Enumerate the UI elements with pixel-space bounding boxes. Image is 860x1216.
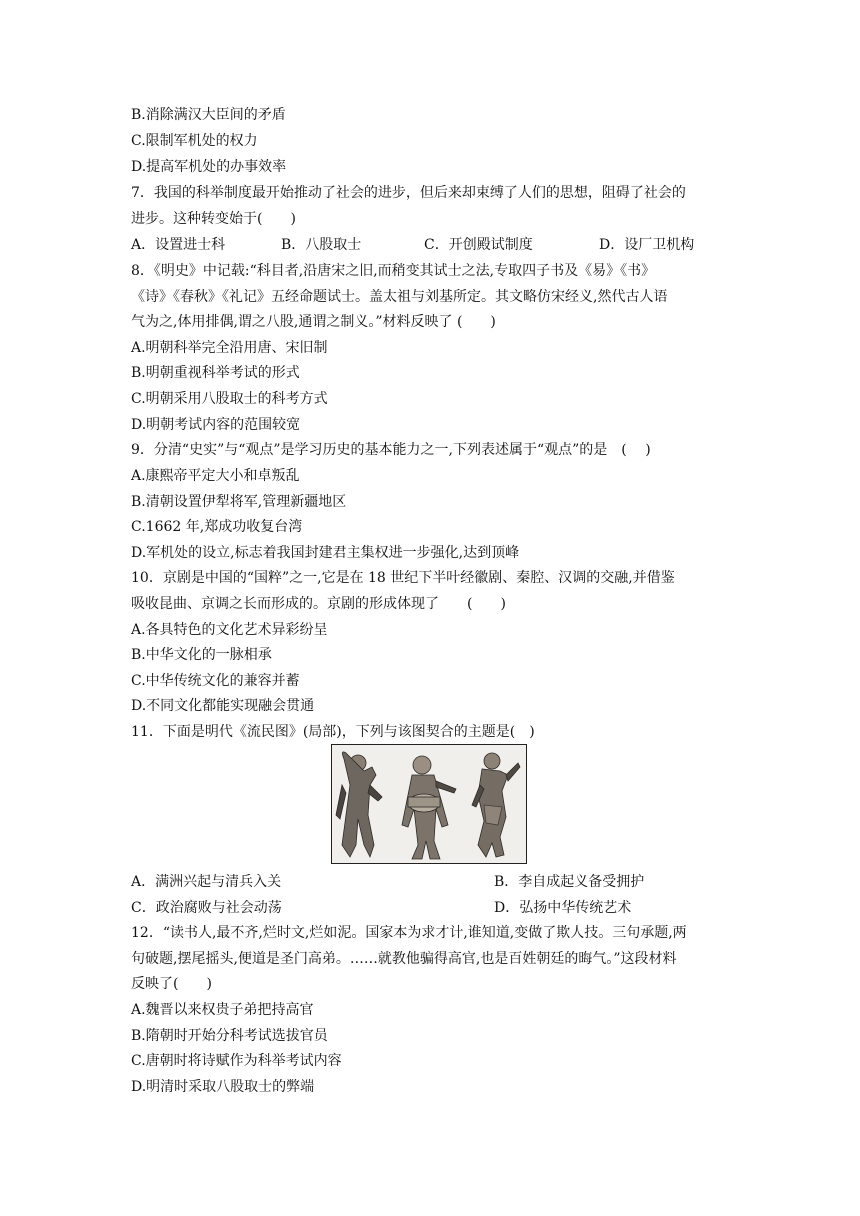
q11-stem-line1: 11．下面是明代《流民图》(局部)，下列与该图契合的主题是( ) (131, 724, 535, 740)
q7-option-d: D．设厂卫机构 (599, 237, 695, 253)
q9-option-d: D.军机处的设立,标志着我国封建君主集权进一步强化,达到顶峰 (131, 545, 520, 561)
q10-option-a: A.各具特色的文化艺术异彩纷呈 (131, 622, 328, 638)
q12-option-d: D.明清时采取八股取士的弊端 (131, 1079, 315, 1095)
q8-option-c: C.明朝采用八股取士的科考方式 (131, 391, 328, 407)
q6-option-b: B.消除满汉大臣间的矛盾 (131, 107, 286, 123)
q7-stem-line1: 7．我国的科举制度最开始推动了社会的进步，但后来却束缚了人们的思想，阻碍了社会的 (131, 185, 686, 201)
q10-stem-line2: 吸收昆曲、京调之长而形成的。京剧的形成体现了 ( ) (131, 596, 506, 612)
q7-option-c: C．开创殿试制度 (424, 237, 533, 253)
q9-option-b: B.清朝设置伊犁将军,管理新疆地区 (131, 494, 347, 510)
q7-stem-line2: 进步。这种转变始于( ) (131, 211, 296, 227)
q6-option-c: C.限制军机处的权力 (131, 133, 258, 149)
q10-stem-line1: 10．京剧是中国的“国粹”之一,它是在 18 世纪下半叶经徽剧、秦腔、汉调的交融,并借鉴 (131, 570, 675, 586)
q11-option-a: A．满洲兴起与清兵入关 (131, 874, 282, 890)
q9-option-c: C.1662 年,郑成功收复台湾 (131, 519, 303, 535)
q12-stem-line1: 12．“读书人,最不齐,烂时文,烂如泥。国家本为求才计,谁知道,变做了欺人技。三句承题,两 (131, 925, 687, 941)
q11-option-c: C．政治腐败与社会动荡 (131, 900, 282, 916)
q8-option-d: D.明朝考试内容的范围较宽 (131, 417, 301, 433)
q12-stem-line2: 句破题,摆尾摇头,便道是圣门高弟。……就教他骗得高官,也是百姓朝廷的晦气。”这段材料 (131, 951, 677, 967)
q12-option-b: B.隋朝时开始分科考试选拔官员 (131, 1028, 328, 1044)
q8-stem-line2: 《诗》《春秋》《礼记》五经命题试士。盖太祖与刘基所定。其文略仿宋经义,然代古人语 (131, 289, 668, 305)
q11-option-b: B．李自成起义备受拥护 (494, 874, 645, 890)
q12-stem-line3: 反映了( ) (131, 976, 212, 992)
q8-option-a: A.明朝科举完全沿用唐、宋旧制 (131, 340, 328, 356)
q12-option-a: A.魏晋以来权贵子弟把持高官 (131, 1002, 314, 1018)
q10-option-d: D.不同文化都能实现融会贯通 (131, 698, 315, 714)
q7-option-b: B．八股取士 (281, 237, 362, 253)
refugee-painting-image (331, 744, 527, 864)
refugee-figures-illustration (332, 745, 526, 863)
q9-stem-line1: 9．分清“史实”与“观点”是学习历史的基本能力之一,下列表述属于“观点”的是 ( ) (131, 442, 651, 458)
q8-option-b: B.明朝重视科举考试的形式 (131, 365, 300, 381)
q12-option-c: C.唐朝时将诗赋作为科举考试内容 (131, 1053, 342, 1069)
q11-option-d: D．弘扬中华传统艺术 (494, 900, 632, 916)
q10-option-c: C.中华传统文化的兼容并蓄 (131, 673, 300, 689)
q7-option-a: A．设置进士科 (131, 237, 226, 253)
q8-stem-line3: 气为之,体用排偶,谓之八股,通谓之制义。”材料反映了 ( ) (131, 314, 496, 330)
q10-option-b: B.中华文化的一脉相承 (131, 647, 272, 663)
q8-stem-line1: 8．《明史》中记载:“科目者,沿唐宋之旧,而稍变其试士之法,专取四子书及《易》《书》 (131, 263, 656, 279)
q9-option-a: A.康熙帝平定大小和卓叛乱 (131, 468, 300, 484)
q6-option-d: D.提高军机处的办事效率 (131, 159, 287, 175)
